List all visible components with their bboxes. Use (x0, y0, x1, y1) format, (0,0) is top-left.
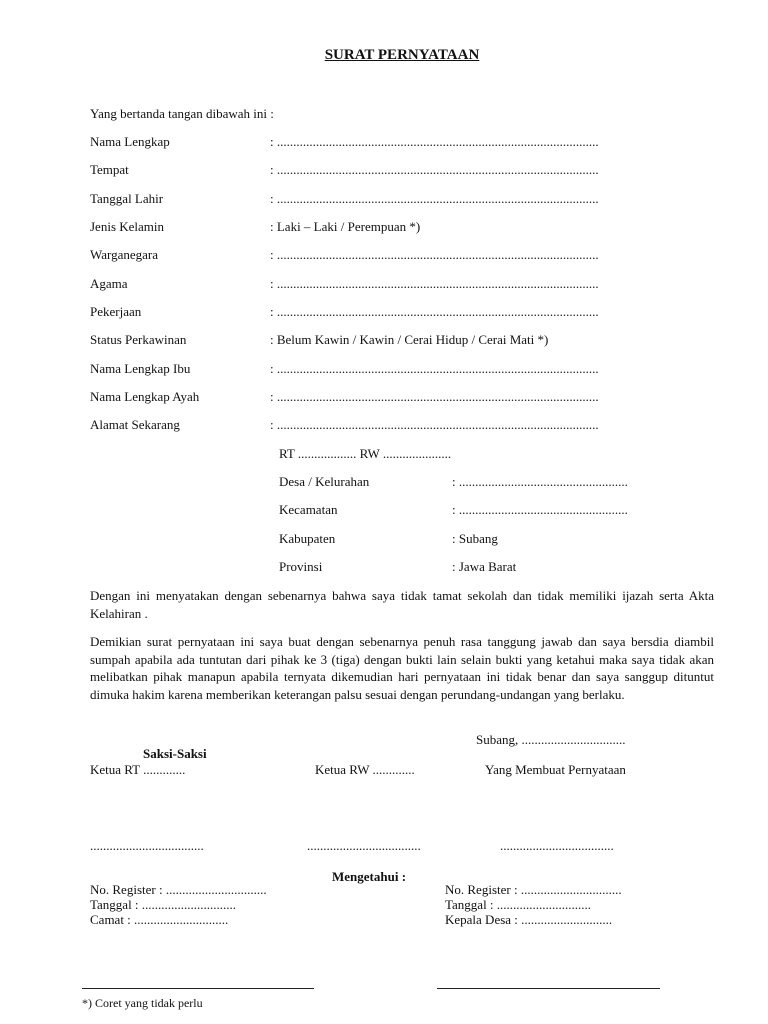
field-value-tanggal-lahir: : ................................................................................................... (270, 191, 599, 206)
field-value-nama: : ................................................................................................... (270, 134, 599, 149)
field-value-nama-ibu: : ................................................................................................... (270, 361, 599, 376)
signer-pembuat: Yang Membuat Pernyataan (485, 762, 626, 777)
field-label-warganegara: Warganegara (90, 247, 159, 262)
field-label-alamat: Alamat Sekarang (90, 417, 180, 432)
field-label-status-perkawinan: Status Perkawinan (90, 332, 187, 347)
sign-line-left: ................................... (90, 838, 204, 853)
address-value-provinsi: : Jawa Barat (452, 559, 517, 574)
field-value-jenis-kelamin: : Laki – Laki / Perempuan *) (270, 219, 421, 234)
signature-rule-left (82, 988, 314, 989)
sign-line-center: ................................... (307, 838, 421, 853)
signer-ketua-rt: Ketua RT ............. (90, 762, 186, 777)
field-label-nama-ayah: Nama Lengkap Ayah (90, 389, 200, 404)
address-label-kecamatan: Kecamatan (279, 502, 338, 517)
field-value-warganegara: : ................................................................................................... (270, 247, 599, 262)
left-camat: Camat : ............................. (90, 912, 229, 927)
rt-rw: RT .................. RW ..................... (279, 446, 452, 461)
footnote: *) Coret yang tidak perlu (82, 996, 203, 1010)
address-label-kabupaten: Kabupaten (279, 531, 336, 546)
statement-paragraph: Dengan ini menyatakan dengan sebenarnya bahwa saya tidak tamat sekolah dan tidak memiliki ijazah serta Akta Kelahiran . (90, 588, 714, 621)
closing-paragraph: Demikian surat pernyataan ini saya buat dengan sebenarnya penuh rasa tanggung jawab dan saya bersdia diambil sumpah apabila ada tuntutan dari pihak ke 3 (tiga) dengan bukti lain selain bukti yang ketahui maka saya tidak akan melibatkan pihak manapun apabila ternyata dikemudian hari pernyataan ini tidak benar dan saya sanggup dituntut dimuka hakim karena memberikan keterangan palsu sesuai dengan perundang-undangan yang berlaku. (90, 634, 714, 702)
intro-text: Yang bertanda tangan dibawah ini : (90, 106, 274, 121)
right-register: No. Register : ............................... (445, 882, 622, 897)
signature-rule-right (437, 988, 660, 989)
field-value-agama: : ................................................................................................... (270, 276, 599, 291)
field-value-nama-ayah: : ................................................................................................... (270, 389, 599, 404)
field-label-jenis-kelamin: Jenis Kelamin (90, 219, 165, 234)
witness-heading: Saksi-Saksi (143, 746, 207, 761)
place-date: Subang, ................................ (476, 732, 626, 747)
address-value-kabupaten: : Subang (452, 531, 498, 546)
left-register: No. Register : ............................... (90, 882, 267, 897)
field-label-pekerjaan: Pekerjaan (90, 304, 142, 319)
field-label-tempat: Tempat (90, 162, 129, 177)
right-tanggal: Tanggal : ............................. (445, 897, 592, 912)
right-kepala-desa: Kepala Desa : ............................ (445, 912, 613, 927)
sign-line-right: ................................... (500, 838, 614, 853)
signer-ketua-rw: Ketua RW ............. (315, 762, 415, 777)
address-value-kecamatan: : .................................................... (452, 502, 628, 517)
left-tanggal: Tanggal : ............................. (90, 897, 237, 912)
address-value-desa: : .................................................... (452, 474, 628, 489)
field-label-tanggal-lahir: Tanggal Lahir (90, 191, 164, 206)
page-title: SURAT PERNYATAAN (324, 47, 480, 63)
field-value-pekerjaan: : ................................................................................................... (270, 304, 599, 319)
address-label-desa: Desa / Kelurahan (279, 474, 370, 489)
field-value-alamat: : ................................................................................................... (270, 417, 599, 432)
mengetahui-heading: Mengetahui : (332, 869, 407, 884)
field-label-nama: Nama Lengkap (90, 134, 170, 149)
field-value-status-perkawinan: : Belum Kawin / Kawin / Cerai Hidup / Cerai Mati *) (270, 332, 549, 347)
field-label-nama-ibu: Nama Lengkap Ibu (90, 361, 191, 376)
field-value-tempat: : ................................................................................................... (270, 162, 599, 177)
address-label-provinsi: Provinsi (279, 559, 323, 574)
field-label-agama: Agama (90, 276, 128, 291)
